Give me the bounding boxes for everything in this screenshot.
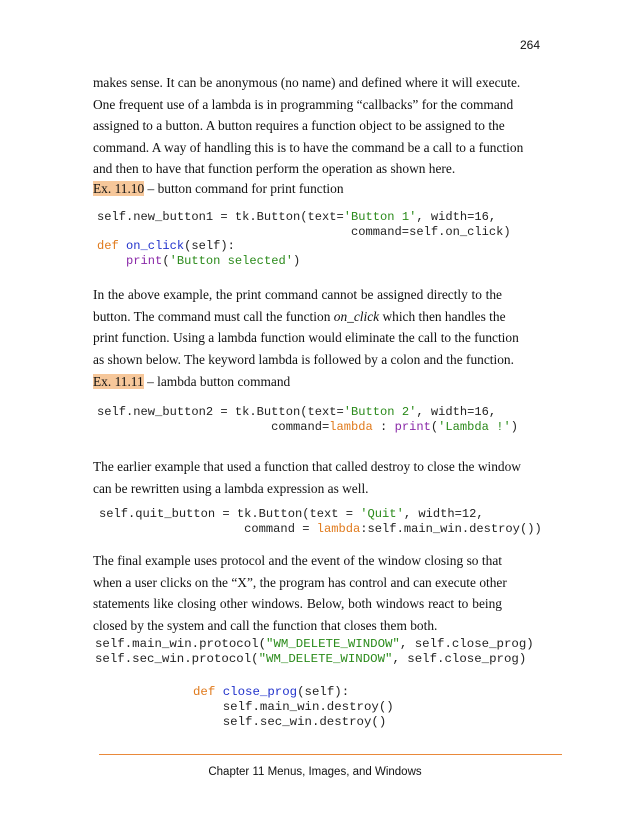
paragraph-print-command: [93, 284, 519, 370]
example-caption-text: – button command for print function: [144, 181, 344, 196]
example-number-highlight: Ex. 11.10: [93, 181, 145, 196]
text-line: The final example uses protocol and the event of the window closing so that: [93, 553, 502, 568]
text-line: print function. Using a lambda function would eliminate the call to the function: [93, 330, 519, 346]
page-number: 264: [520, 38, 541, 52]
footer-divider: [99, 754, 562, 755]
text-line: One frequent use of a lambda is in programming “callbacks” for the command: [93, 96, 514, 112]
text-line: statements like closing other windows. Below, both windows react to being: [93, 596, 502, 612]
text-line: closed by the system and call the function that closes them both.: [93, 617, 438, 633]
example-number-highlight: Ex. 11.11: [93, 374, 144, 389]
text-line: assigned to a button. A button requires a function object to be assigned to the: [93, 118, 505, 134]
code-block-quit-button: self.quit_button = tk.Button(text = 'Quit', width=12, command = lambda:self.main_win.destroy()): [99, 507, 542, 536]
code-block-lambda-button: self.new_button2 = tk.Button(text='Button 2', width=16, command=lambda : print('Lambda !'): [97, 405, 518, 434]
code-block-close-prog: def close_prog(self): self.main_win.destroy() self.sec_win.destroy(): [74, 685, 394, 729]
chapter-footer: Chapter 11 Menus, Images, and Windows: [208, 766, 422, 778]
text-line: can be rewritten using a lambda expression as well.: [93, 480, 369, 496]
text-line: when a user clicks on the “X”, the program has control and can execute other: [93, 574, 507, 590]
example-caption: [93, 181, 344, 197]
text-line: button. The command must call the function on_click which then handles the: [93, 308, 506, 324]
text-line: In the above example, the print command cannot be assigned directly to the: [93, 287, 502, 302]
example-caption: [93, 374, 290, 390]
text-line: and then to have that function perform the operation as shown here.: [93, 161, 456, 177]
code-block-button-command: self.new_button1 = tk.Button(text='Button 1', width=16, command=self.on_click) def on_click(self): print('Button selected'): [97, 210, 511, 268]
text-line: as shown below. The keyword lambda is followed by a colon and the function.: [93, 351, 514, 367]
paragraph-lambda-intro: [93, 72, 524, 180]
text-line: The earlier example that used a function that called destroy to close the window: [93, 459, 521, 474]
paragraph-protocol: [93, 550, 507, 636]
paragraph-destroy-example: [93, 456, 521, 499]
code-block-protocol: self.main_win.protocol("WM_DELETE_WINDOW", self.close_prog) self.sec_win.protocol("WM_DELETE_WINDOW", self.close_prog): [95, 637, 534, 666]
function-name-emphasis: on_click: [333, 308, 380, 324]
text-line: makes sense. It can be anonymous (no name) and defined where it will execute.: [93, 75, 521, 90]
example-caption-text: – lambda button command: [143, 374, 291, 389]
text-line: command. A way of handling this is to have the command be a call to a function: [93, 139, 524, 155]
